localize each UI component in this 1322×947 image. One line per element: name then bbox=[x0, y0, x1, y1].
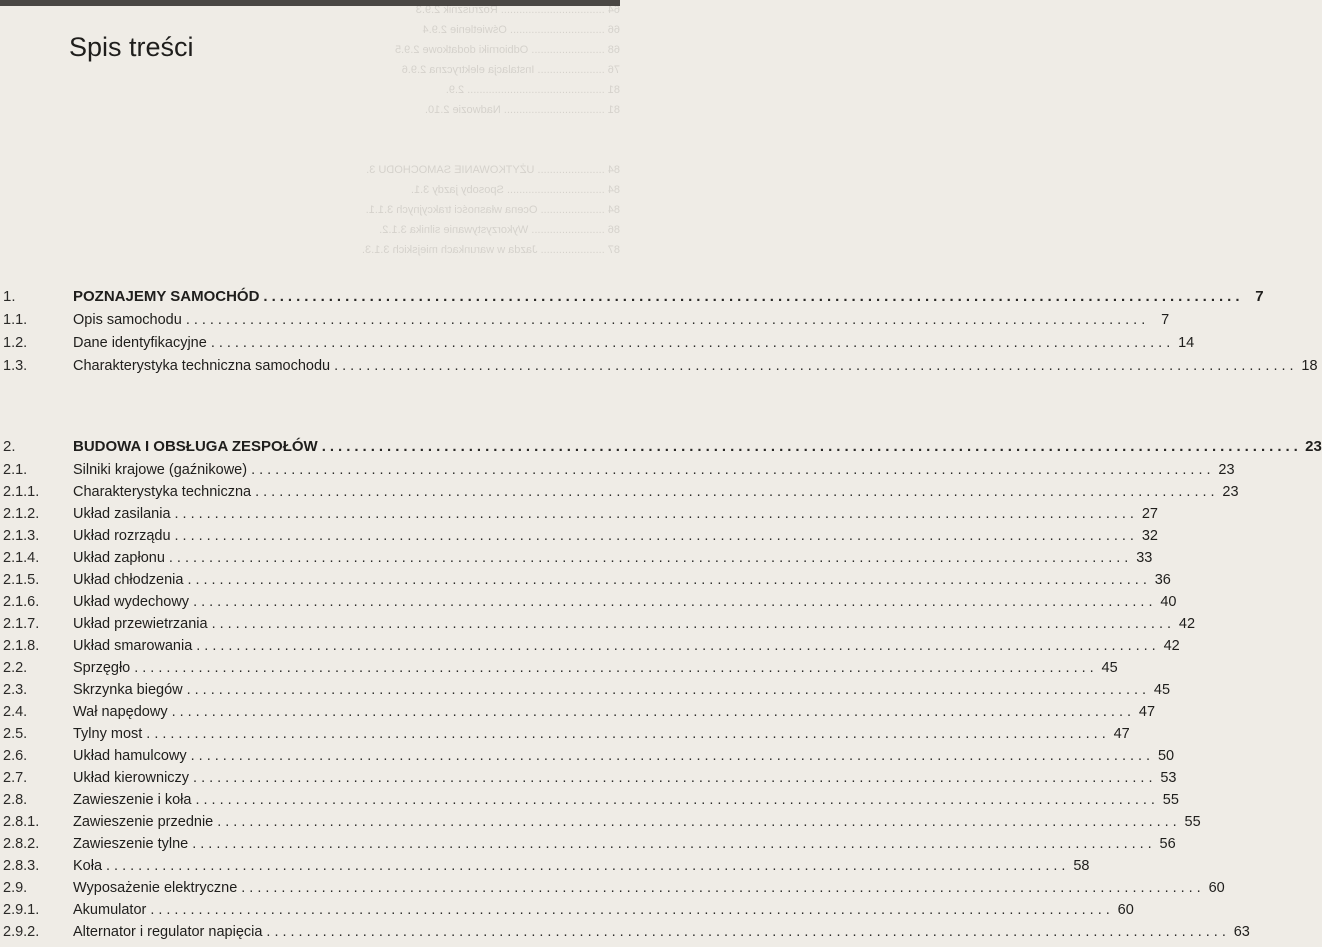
toc-page-number: 27 bbox=[1141, 506, 1158, 522]
toc-title: Charakterystyka techniczna bbox=[73, 484, 252, 500]
dot-leader: ........................................................................................................................ bbox=[193, 770, 1157, 786]
toc-row bbox=[0, 768, 1177, 788]
toc-entry bbox=[73, 460, 1235, 480]
toc-number: 1.2. bbox=[3, 335, 28, 351]
toc-page-number: 42 bbox=[1163, 638, 1180, 654]
dot-leader: ........................................................................................................................ bbox=[255, 484, 1219, 500]
toc-title: Tylny most bbox=[73, 726, 143, 742]
dot-leader: ........................................................................................................................ bbox=[174, 528, 1138, 544]
toc-title: Układ przewietrzania bbox=[73, 616, 208, 632]
toc-title: Opis samochodu bbox=[73, 312, 182, 328]
toc-number: 2.8.3. bbox=[3, 858, 40, 874]
dot-leader: ........................................................................................................................ bbox=[266, 924, 1230, 940]
dot-leader: ........................................................................................................................ bbox=[168, 550, 1133, 566]
toc-number: 2.2. bbox=[3, 660, 28, 676]
toc-row bbox=[0, 856, 1090, 876]
toc-number: 2.1.6. bbox=[3, 594, 40, 610]
toc-number: 2.8. bbox=[3, 792, 28, 808]
toc-entry bbox=[73, 333, 1195, 353]
toc-page-number: 33 bbox=[1136, 550, 1153, 566]
toc-entry bbox=[73, 526, 1158, 546]
dot-leader: ........................................................................................................................ bbox=[187, 572, 1151, 588]
toc-row bbox=[0, 900, 1134, 920]
toc-title: Alternator i regulator napięcia bbox=[73, 924, 263, 940]
dot-leader: ........................................................................................................................ bbox=[263, 288, 1244, 305]
toc-entry bbox=[73, 724, 1130, 744]
toc-entry bbox=[73, 356, 1318, 376]
toc-number: 2.7. bbox=[3, 770, 28, 786]
toc-page-number: 50 bbox=[1157, 748, 1175, 764]
toc-title: Silniki krajowe (gaźnikowe) bbox=[73, 462, 248, 478]
toc-entry bbox=[73, 437, 1322, 457]
toc-number: 1. bbox=[3, 288, 16, 305]
toc-row bbox=[0, 592, 1177, 612]
toc-row bbox=[0, 724, 1130, 744]
toc-page-number: 7 bbox=[1161, 312, 1170, 328]
toc-title: Sprzęgło bbox=[73, 660, 131, 676]
toc-page-number: 55 bbox=[1184, 814, 1201, 830]
toc-number: 2.1.2. bbox=[3, 506, 40, 522]
toc-number: 2. bbox=[3, 438, 16, 455]
toc-page-number: 36 bbox=[1154, 572, 1171, 588]
page-title: Spis treści bbox=[69, 32, 194, 63]
toc-number: 2.3. bbox=[3, 682, 28, 698]
toc-entry bbox=[73, 702, 1156, 722]
toc-number: 2.1.7. bbox=[3, 616, 40, 632]
toc-number: 2.1.1. bbox=[3, 484, 40, 500]
toc-row bbox=[0, 614, 1196, 634]
dot-leader: ........................................................................................................................ bbox=[134, 660, 1098, 676]
toc-row bbox=[0, 746, 1175, 766]
dot-leader: ........................................................................................................................ bbox=[106, 858, 1070, 874]
toc-entry bbox=[73, 856, 1090, 876]
toc-title: Akumulator bbox=[73, 902, 147, 918]
dot-leader: ........................................................................................................................ bbox=[321, 438, 1302, 455]
toc-entry bbox=[73, 922, 1250, 942]
toc-entry bbox=[73, 287, 1264, 307]
bleed-through-text: 64 .................................. Rozrusznik 2.9.3 66 ............................... Oświetlenie 2.9.4 68 ........................ Odbiorniki dodatkowe 2.9.5 76 ...................... Instalacja elektryczna 2.9.6 81 ............................................. 2.9. 81 ................................. Nadwozie 2.10. 84 ...................... UŻYTKOWANIE SAMOCHODU 3. 84 ................................ Sposoby jazdy 3.1. 84 ..................... Ocena własności trakcyjnych 3.1.1. 86 ........................ Wykorzystywanie silnika 3.1.2. 87 ..................... Jazda w warunkach miejskich 3.1.3. bbox=[362, 4, 620, 256]
toc-row bbox=[0, 702, 1156, 722]
dot-leader: ........................................................................................................................ bbox=[195, 792, 1159, 808]
toc-number: 2.8.1. bbox=[3, 814, 40, 830]
toc-entry bbox=[73, 680, 1171, 700]
toc-page-number: 56 bbox=[1159, 836, 1176, 852]
dot-leader: ........................................................................................................................ bbox=[192, 836, 1156, 852]
dot-leader: ........................................................................................................................ bbox=[241, 880, 1205, 896]
dot-leader: ........................................................................................................................ bbox=[185, 312, 1150, 328]
toc-entry bbox=[73, 636, 1180, 656]
toc-number: 2.6. bbox=[3, 748, 28, 764]
toc-title: Wał napędowy bbox=[73, 704, 168, 720]
toc-number: 2.9.1. bbox=[3, 902, 40, 918]
toc-page-number: 23 bbox=[1305, 438, 1322, 455]
toc-title: Układ kierowniczy bbox=[73, 770, 190, 786]
toc-number: 2.1. bbox=[3, 462, 28, 478]
toc-title: Zawieszenie tylne bbox=[73, 836, 189, 852]
toc-row bbox=[0, 356, 1318, 376]
toc-row bbox=[0, 790, 1179, 810]
toc-page-number: 60 bbox=[1117, 902, 1134, 918]
toc-page-number: 47 bbox=[1138, 704, 1156, 720]
toc-entry bbox=[73, 504, 1158, 524]
dot-leader: ........................................................................................................................ bbox=[146, 726, 1110, 742]
toc-entry bbox=[73, 900, 1134, 920]
toc-row bbox=[0, 310, 1170, 330]
toc-page-number: 23 bbox=[1222, 484, 1239, 500]
toc-number: 2.1.4. bbox=[3, 550, 40, 566]
toc-page-number: 14 bbox=[1178, 335, 1195, 351]
toc-entry bbox=[73, 812, 1201, 832]
dot-leader: ........................................................................................................................ bbox=[251, 462, 1215, 478]
toc-row bbox=[0, 504, 1158, 524]
toc-title: Układ chłodzenia bbox=[73, 572, 184, 588]
toc-page-number: 53 bbox=[1160, 770, 1177, 786]
toc-chapter-row bbox=[0, 287, 1264, 307]
toc-entry bbox=[73, 592, 1177, 612]
dot-leader: ........................................................................................................................ bbox=[217, 814, 1181, 830]
toc-row bbox=[0, 636, 1180, 656]
toc-row bbox=[0, 680, 1171, 700]
toc-number: 2.1.3. bbox=[3, 528, 40, 544]
dot-leader: ........................................................................................................................ bbox=[174, 506, 1138, 522]
toc-title: Układ hamulcowy bbox=[73, 748, 187, 764]
toc-entry bbox=[73, 614, 1196, 634]
dot-leader: ........................................................................................................................ bbox=[150, 902, 1114, 918]
toc-number: 2.5. bbox=[3, 726, 28, 742]
toc-title: Zawieszenie przednie bbox=[73, 814, 214, 830]
toc-page-number: 60 bbox=[1208, 880, 1225, 896]
toc-number: 2.1.8. bbox=[3, 638, 40, 654]
toc-row bbox=[0, 922, 1250, 942]
toc-row bbox=[0, 526, 1158, 546]
toc-title: Układ smarowania bbox=[73, 638, 193, 654]
dot-leader: ........................................................................................................................ bbox=[193, 594, 1157, 610]
toc-row bbox=[0, 482, 1239, 502]
toc-number: 2.9.2. bbox=[3, 924, 40, 940]
dot-leader: ........................................................................................................................ bbox=[210, 335, 1175, 351]
toc-page-number: 45 bbox=[1153, 682, 1171, 698]
toc-chapter-row bbox=[0, 437, 1322, 457]
dot-leader: ........................................................................................................................ bbox=[211, 616, 1176, 632]
toc-row bbox=[0, 834, 1176, 854]
toc-number: 2.4. bbox=[3, 704, 28, 720]
toc-row bbox=[0, 658, 1118, 678]
toc-entry bbox=[73, 768, 1177, 788]
toc-page-number: 18 bbox=[1301, 358, 1318, 374]
dot-leader: ........................................................................................................................ bbox=[171, 704, 1136, 720]
toc-title: Skrzynka biegów bbox=[73, 682, 183, 698]
dot-leader: ........................................................................................................................ bbox=[196, 638, 1160, 654]
toc-title: Dane identyfikacyjne bbox=[73, 335, 207, 351]
toc-number: 1.3. bbox=[3, 358, 28, 374]
toc-entry bbox=[73, 834, 1176, 854]
toc-title: Układ wydechowy bbox=[73, 594, 190, 610]
toc-page-number: 23 bbox=[1218, 462, 1235, 478]
toc-entry bbox=[73, 878, 1225, 898]
toc-page-number: 58 bbox=[1073, 858, 1090, 874]
toc-row bbox=[0, 548, 1153, 568]
toc-row bbox=[0, 460, 1235, 480]
toc-number: 2.1.5. bbox=[3, 572, 40, 588]
toc-title: Zawieszenie i koła bbox=[73, 792, 192, 808]
dot-leader: ........................................................................................................................ bbox=[186, 682, 1151, 698]
dot-leader: ........................................................................................................................ bbox=[190, 748, 1155, 764]
toc-title: POZNAJEMY SAMOCHÓD bbox=[73, 288, 260, 305]
toc-number: 2.8.2. bbox=[3, 836, 40, 852]
toc-row bbox=[0, 812, 1201, 832]
toc-title: BUDOWA I OBSŁUGA ZESPOŁÓW bbox=[73, 438, 318, 455]
toc-title: Układ zasilania bbox=[73, 506, 171, 522]
toc-number: 1.1. bbox=[3, 312, 28, 328]
toc-row bbox=[0, 570, 1171, 590]
toc-entry bbox=[73, 746, 1175, 766]
toc-entry bbox=[73, 570, 1171, 590]
toc-page-number: 47 bbox=[1113, 726, 1130, 742]
toc-page-number: 32 bbox=[1141, 528, 1158, 544]
toc-page-number: 45 bbox=[1101, 660, 1118, 676]
toc-entry bbox=[73, 548, 1153, 568]
toc-title: Układ rozrządu bbox=[73, 528, 171, 544]
toc-title: Układ zapłonu bbox=[73, 550, 165, 566]
toc-page-number: 63 bbox=[1233, 924, 1250, 940]
toc-title: Wyposażenie elektryczne bbox=[73, 880, 238, 896]
toc-row bbox=[0, 878, 1225, 898]
toc-entry bbox=[73, 658, 1118, 678]
toc-entry bbox=[73, 310, 1170, 330]
toc-page-number: 42 bbox=[1178, 616, 1196, 632]
toc-entry bbox=[73, 482, 1239, 502]
dot-leader: ........................................................................................................................ bbox=[334, 358, 1298, 374]
toc-number: 2.9. bbox=[3, 880, 28, 896]
toc-page-number: 55 bbox=[1162, 792, 1179, 808]
toc-entry bbox=[73, 790, 1179, 810]
toc-row bbox=[0, 333, 1195, 353]
toc-title: Koła bbox=[73, 858, 103, 874]
toc-page-number: 40 bbox=[1160, 594, 1177, 610]
toc-title: Charakterystyka techniczna samochodu bbox=[73, 358, 331, 374]
toc-page-number: 7 bbox=[1255, 288, 1264, 305]
